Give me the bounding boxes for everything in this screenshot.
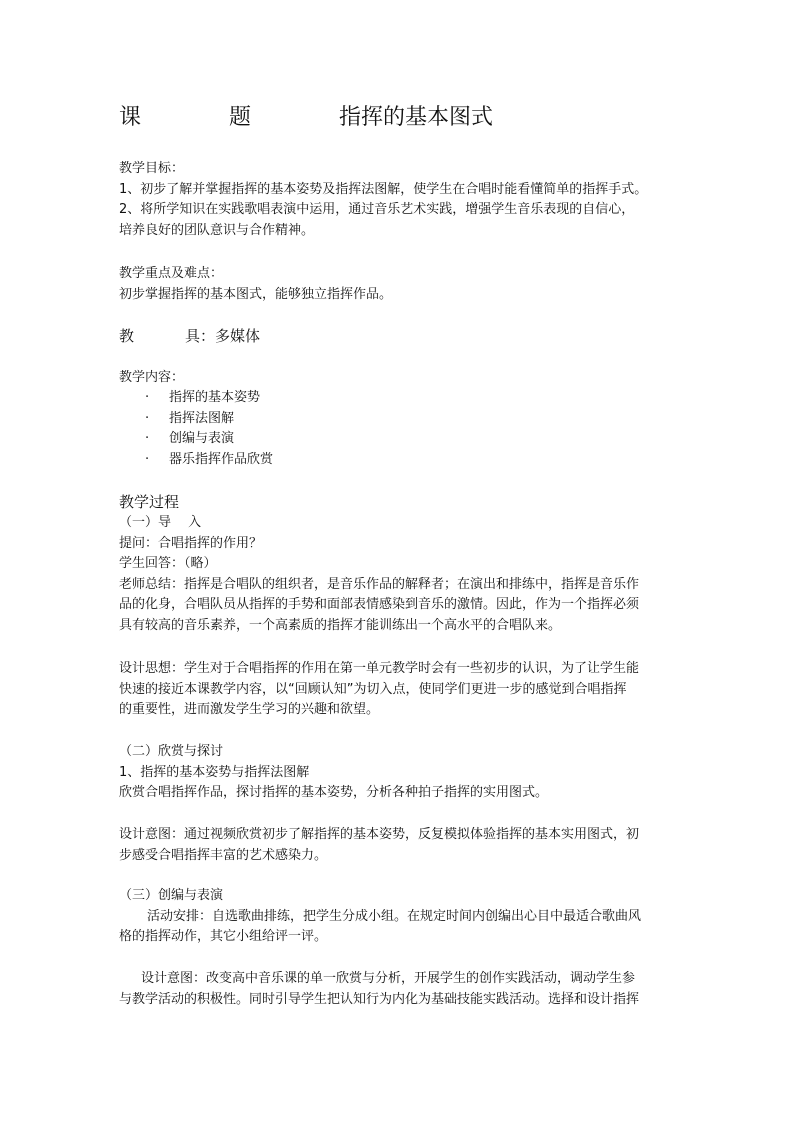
part1-design-block (119, 659, 679, 721)
title-label-ti: 题 (229, 105, 252, 130)
part3-design-line2: 与教学活动的积极性。同时引导学生把认知行为内化为基础技能实践活动。选择和设计指挥 (119, 991, 640, 1007)
list-item (119, 450, 679, 471)
part3-design-block (119, 969, 679, 1010)
part3-activity-line1: 活动安排：自选歌曲排练，把学生分成小组。在规定时间内创编出心目中最适合歌曲风 (147, 908, 642, 924)
list-item (119, 429, 679, 450)
objectives-section (119, 159, 679, 241)
bullet-icon: · (145, 410, 150, 426)
objective-1: 1、初步了解并掌握指挥的基本姿势及指挥法图解，使学生在合唱时能看懂简单的指挥手式。 (119, 181, 648, 197)
part3-heading: （三）创编与表演 (119, 888, 224, 903)
part1-design-line1: 设计思想：学生对于合唱指挥的作用在第一单元教学时会有一些初步的认识，为了让学生能 (119, 661, 640, 676)
title-text: 指挥的基本图式 (339, 105, 494, 130)
part1-heading: （一）导 入 (119, 515, 202, 530)
part1-question: 提问：合唱指挥的作用？ (119, 535, 263, 551)
part3-section (119, 886, 679, 948)
teaching-tools (119, 324, 679, 348)
title-label-ke: 课 (119, 105, 142, 130)
part2-text: 欣赏合唱指挥作品，探讨指挥的基本姿势，分析各种拍子指挥的实用图式。 (119, 785, 549, 800)
list-item-text: 指挥法图解 (169, 410, 235, 426)
list-item-text: 指挥的基本姿势 (169, 390, 261, 405)
content-heading: 教学内容： (119, 370, 185, 385)
part2-design-block (119, 825, 679, 866)
part3-design-line1: 设计意图：改变高中音乐课的单一欣赏与分析，开展学生的创作实践活动，调动学生参 (141, 971, 636, 986)
key-points-text: 初步掌握指挥的基本图式，能够独立指挥作品。 (119, 286, 393, 302)
process-heading: 教学过程 (119, 493, 180, 511)
bullet-icon: · (145, 431, 150, 446)
key-points-heading: 教学重点及难点： (119, 266, 224, 281)
list-item-text: 创编与表演 (169, 431, 235, 446)
key-points-section (119, 264, 679, 305)
list-item (119, 409, 679, 430)
content-list (119, 388, 679, 470)
part2-heading: （二）欣赏与探讨 (119, 744, 224, 759)
list-item (119, 388, 679, 409)
part1-summary-line3: 具有较高的音乐素养，一个高素质的指挥才能训练出一个高水平的合唱队来。 (119, 617, 562, 633)
part1-answer: 学生回答：（略） (119, 556, 217, 571)
part1-summary-line1: 老师总结：指挥是合唱队的组织者，是音乐作品的解释者；在演出和排练中，指挥是音乐作 (119, 576, 640, 592)
part2-section (119, 742, 679, 804)
part2-subheading: 1、指挥的基本姿势与指挥法图解 (119, 764, 310, 780)
objectives-heading: 教学目标： (119, 161, 185, 176)
objective-2-line2: 培养良好的团队意识与合作精神。 (119, 222, 315, 238)
tools-label-b: 具：多媒体 (185, 327, 261, 345)
lesson-title (119, 103, 679, 133)
part1-summary-line2: 品的化身，合唱队员从指挥的手势和面部表情感染到音乐的激情。因此，作为一个指挥必须 (119, 597, 640, 612)
part2-design-line2: 步感受合唱指挥丰富的艺术感染力。 (119, 847, 328, 863)
bullet-icon: · (145, 451, 150, 467)
part3-activity-line2: 格的指挥动作，其它小组给评一评。 (119, 929, 328, 944)
objective-2-line1: 2、将所学知识在实践歌唱表演中运用，通过音乐艺术实践，增强学生音乐表现的自信心， (119, 202, 635, 217)
list-item-text: 器乐指挥作品欣赏 (169, 451, 274, 467)
process-section (119, 491, 679, 636)
part2-design-line1: 设计意图：通过视频欣赏初步了解指挥的基本姿势，反复模拟体验指挥的基本实用图式，初 (119, 827, 640, 842)
tools-label-a: 教 (119, 327, 135, 345)
bullet-icon: · (145, 390, 150, 405)
part1-design-line3: 的重要性，进而激发学生学习的兴趣和欲望。 (119, 702, 380, 717)
content-heading-block (119, 368, 679, 389)
part1-design-line2: 快速的接近本课教学内容，以“回顾认知”为切入点，使同学们更进一步的感觉到合唱指挥 (119, 681, 627, 697)
